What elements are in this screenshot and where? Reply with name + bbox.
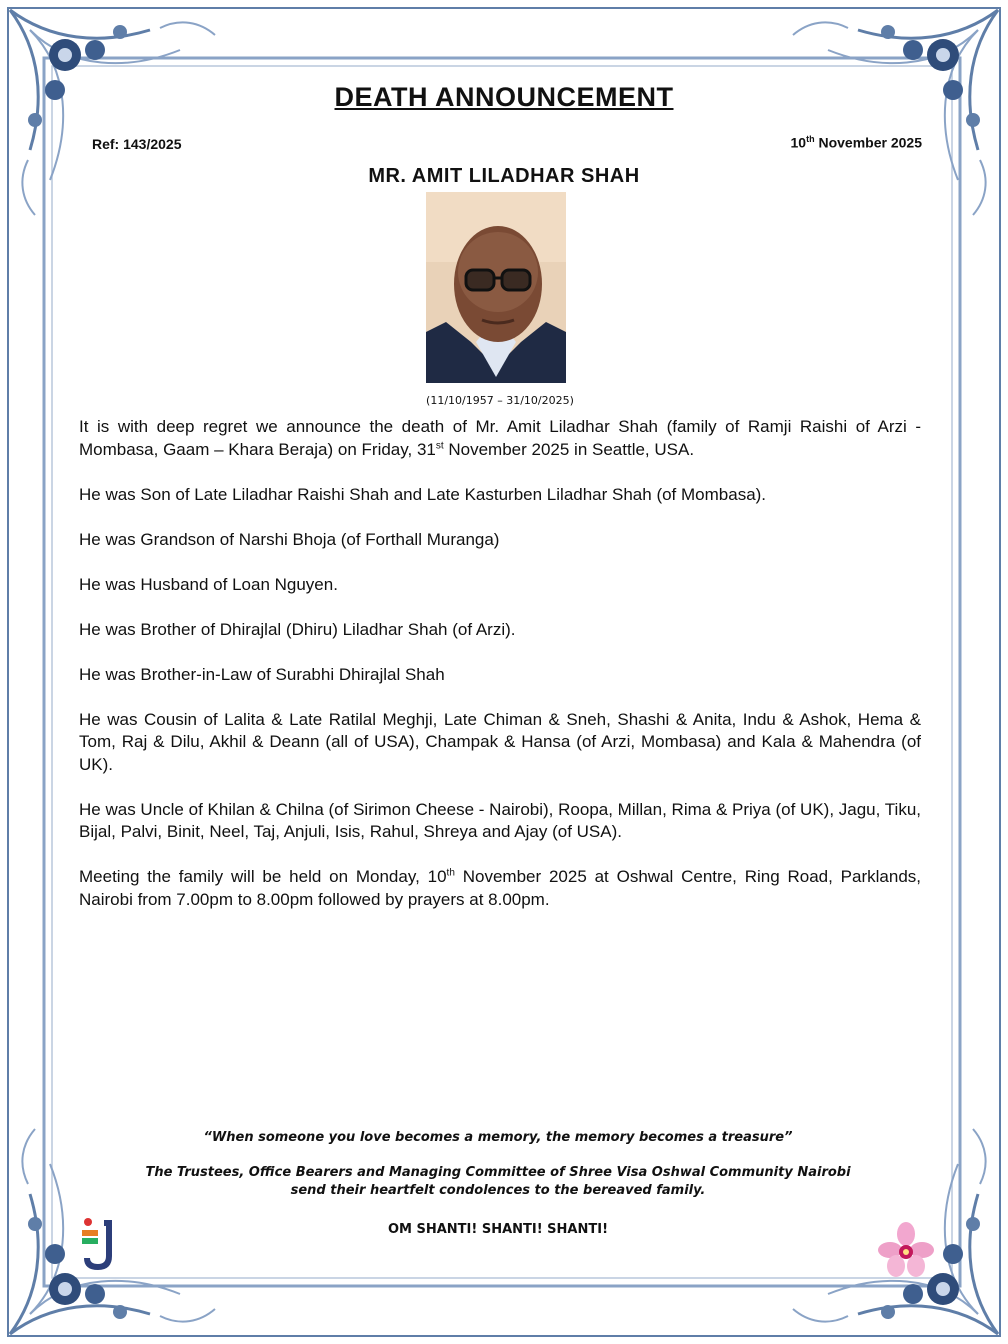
paragraph-son-of: He was Son of Late Liladhar Raishi Shah and Late Kasturben Liladhar Shah (of Mombasa). bbox=[79, 484, 767, 504]
closing-prayer: OM SHANTI! SHANTI! SHANTI! bbox=[387, 1222, 609, 1237]
paragraph-death-notice: It is with deep regret we announce the death of Mr. Amit Liladhar Shah (family of Ramji Raishi of Arzi - Mombasa, Gaam – Khara Beraja) on Friday, 31st November 2025 in Seattle, USA. bbox=[79, 417, 921, 459]
orchid-flower-icon bbox=[878, 1222, 934, 1278]
paragraph-grandson-of: He was Grandson of Narshi Bhoja (of Forthall Muranga) bbox=[79, 529, 500, 549]
life-dates: (11/10/1957 – 31/10/2025) bbox=[426, 394, 574, 407]
memorial-quote: “When someone you love becomes a memory, the memory becomes a treasure” bbox=[203, 1130, 793, 1145]
portrait-photo bbox=[426, 192, 566, 383]
announcement-body bbox=[79, 416, 921, 934]
paragraph-cousin-of: He was Cousin of Lalita & Late Ratilal Meghji, Late Chiman & Sneh, Shashi & Anita, Indu & Ashok, Hema & Tom, Raj & Dilu, Akhil & Deann (all of USA), Champak & Hansa (of Arzi, Mombasa) and Kala & Mahendra (of UK). bbox=[79, 709, 921, 774]
reference-number: Ref: 143/2025 bbox=[92, 136, 182, 152]
paragraph-meeting-details: Meeting the family will be held on Monday, 10th November 2025 at Oshwal Centre, Ring Road, Parklands, Nairobi from 7.00pm to 8.00pm followed by prayers at 8.00pm. bbox=[79, 867, 921, 909]
community-logo-icon bbox=[78, 1216, 120, 1274]
deceased-name: MR. AMIT LILADHAR SHAH bbox=[368, 165, 640, 187]
paragraph-brother-of: He was Brother of Dhirajlal (Dhiru) Liladhar Shah (of Arzi). bbox=[79, 619, 516, 639]
paragraph-husband-of: He was Husband of Loan Nguyen. bbox=[79, 574, 338, 594]
announcement-date: 10th November 2025 bbox=[790, 134, 922, 151]
condolence-message: The Trustees, Office Bearers and Managing Committee of Shree Visa Oshwal Community Nairobi send their heartfelt condolences to the bereaved family. bbox=[145, 1165, 851, 1198]
paragraph-brother-in-law-of: He was Brother-in-Law of Surabhi Dhirajlal Shah bbox=[79, 664, 445, 684]
page-title: DEATH ANNOUNCEMENT bbox=[334, 82, 674, 112]
paragraph-uncle-of: He was Uncle of Khilan & Chilna (of Sirimon Cheese - Nairobi), Roopa, Millan, Rima & Priya (of UK), Jagu, Tiku, Bijal, Palvi, Binit, Neel, Taj, Anjuli, Isis, Rahul, Shreya and Ajay (of USA). bbox=[79, 799, 921, 841]
